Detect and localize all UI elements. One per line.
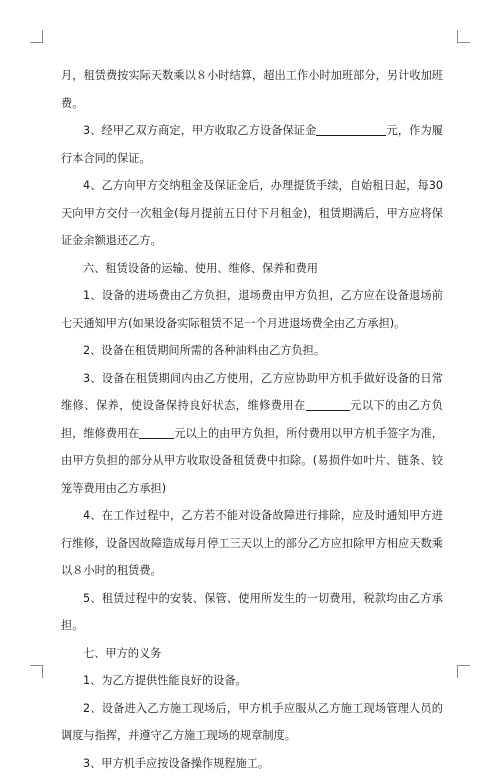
document-body <box>61 62 443 777</box>
paragraph-text: 元以上的由甲方负担，所付费用以甲方机手签字为准，由甲方负担的部分从甲方收取设备租赁费中扣除。(易损件如叶片、链条、铰笼等费用由乙方承担) <box>61 427 443 495</box>
paragraph-text: 月，租赁费按实际天数乘以８小时结算，超出工作小时加班部分，另计收加班费。 <box>61 69 443 110</box>
paragraph-deposit <box>61 117 443 172</box>
paragraph-breakdown <box>61 502 443 585</box>
crop-mark-bottom-right-v <box>457 665 458 678</box>
crop-mark-bottom-left-v <box>42 665 43 678</box>
paragraph-installation-costs <box>61 585 443 640</box>
paragraph-p1 <box>61 62 443 117</box>
paragraph-text: 3、甲方机手应按设备操作规程施工。 <box>83 757 269 770</box>
paragraph-text: 3、经甲乙双方商定，甲方收取乙方设备保证金 <box>83 124 316 137</box>
maintenance-limit-blank-2 <box>139 426 163 439</box>
paragraph-maintenance <box>61 365 443 503</box>
section-heading-seven <box>61 640 443 668</box>
paragraph-rent-payment <box>61 172 443 255</box>
deposit-amount-blank <box>316 123 386 136</box>
paragraph-text: 3、设备在租赁期间内由乙方使用，乙方应协助甲方机手做好设备的日常维修、保养，使设备保持良好状态，维修费用在 <box>61 372 443 413</box>
paragraph-operator-obey <box>61 695 443 750</box>
paragraph-entry-fee <box>61 282 443 337</box>
paragraph-text: 4、乙方向甲方交纳租金及保证金后，办理提货手续，自始租日起，每30天向甲方交付一次租金(每月提前五日付下月租金)，租赁期满后，甲方应将保证金余额退还乙方。 <box>61 179 443 247</box>
paragraph-fuel <box>61 337 443 365</box>
paragraph-equipment <box>61 667 443 695</box>
paragraph-text: 1、设备的进场费由乙方负担，退场费由甲方负担，乙方应在设备退场前七天通知甲方(如果设备实际租赁不足一个月进退场费全由乙方承担)。 <box>61 289 443 330</box>
section-heading-text: 七、甲方的义务 <box>83 647 161 660</box>
crop-mark-top-left-v <box>42 30 43 43</box>
paragraph-text: 5、租赁过程中的安装、保管、使用所发生的一切费用，税款均由乙方承担。 <box>61 592 443 633</box>
maintenance-limit-blank-3 <box>163 426 174 439</box>
paragraph-text: 元，作为履行本合同的保证。 <box>61 124 443 165</box>
crop-mark-top-right-v <box>457 30 458 43</box>
paragraph-text: 4、在工作过程中，乙方若不能对设备故障进行排除，应及时通知甲方进行维修，设备因故障造成每月停工三天以上的部分乙方应扣除甲方相应天数乘以８小时的租赁费。 <box>61 509 443 577</box>
maintenance-limit-blank <box>306 398 350 411</box>
section-heading-six <box>61 255 443 283</box>
section-heading-text: 六、租赁设备的运输、使用、维修、保养和费用 <box>83 262 318 275</box>
paragraph-operating-rules <box>61 750 443 777</box>
crop-mark-bottom-right-h <box>457 665 470 666</box>
crop-mark-top-right-h <box>457 42 470 43</box>
paragraph-text: 2、设备在租赁期间所需的各种油料由乙方负担。 <box>83 344 325 357</box>
paragraph-text: 元以下的由乙方负担，维修费用在 <box>61 399 443 440</box>
paragraph-text: 1、为乙方提供性能良好的设备。 <box>83 674 247 687</box>
paragraph-text: 2、设备进入乙方施工现场后，甲方机手应服从乙方施工现场管理人员的调度与指挥，并遵守乙方施工现场的规章制度。 <box>61 702 443 743</box>
